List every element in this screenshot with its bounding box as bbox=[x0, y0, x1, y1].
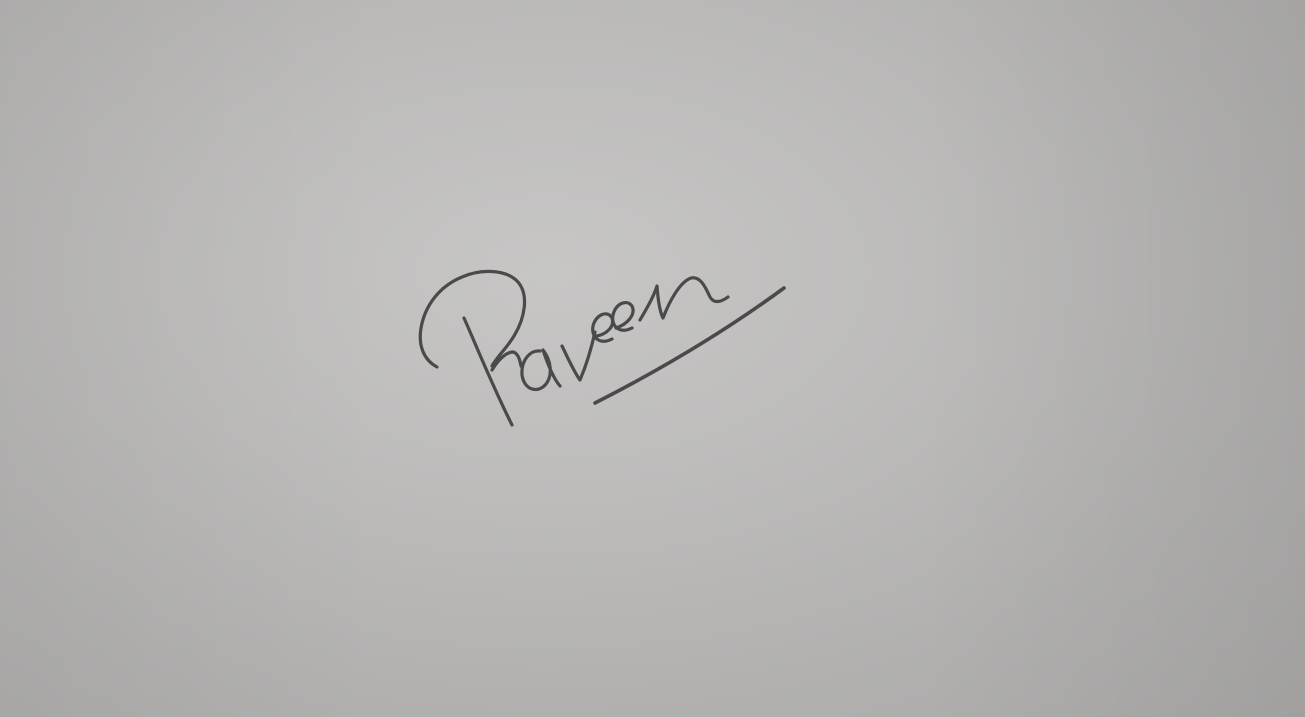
signature-underline bbox=[595, 288, 784, 403]
signature-e-second bbox=[613, 303, 633, 331]
signature-v bbox=[562, 332, 595, 380]
signature-a-first bbox=[522, 350, 560, 390]
signature-p-stem bbox=[464, 318, 512, 425]
signature-e-first bbox=[593, 314, 613, 341]
signature-strokes bbox=[420, 271, 784, 425]
signature-n bbox=[640, 278, 728, 320]
signature-r bbox=[492, 352, 521, 370]
